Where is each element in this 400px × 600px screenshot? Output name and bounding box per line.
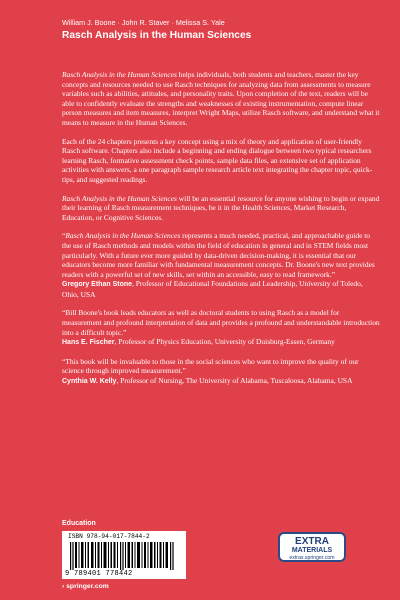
book-title: Rasch Analysis in the Human Sciences (62, 30, 252, 41)
badge-line-2: MATERIALS (291, 547, 333, 554)
barcode-bars (70, 542, 178, 570)
isbn-digits: 9 789401 778442 (65, 570, 133, 578)
endorsement-2-attribution (62, 337, 380, 348)
blurb (62, 70, 380, 396)
website-link[interactable]: › springer.com (62, 583, 109, 590)
paragraph-3 (62, 194, 380, 223)
endorsement-1-body: represents a much needed, practical, and approachable guide to the use of Rasch methods and models within the field of education in general and in STEM fields most particularly. With a future ever more guided by data-driven decision-making, it is essential that our educators become more familiar with fundamental measurement concepts. Dr. Boone's new text provides readers with a powerful set of new skills, set within an accessible, easy to read framework.” (62, 231, 375, 279)
endorser-affiliation: , Professor of Physics Education, University of Duisburg-Essen, Germany (114, 337, 335, 347)
endorsement-3 (62, 357, 380, 387)
paragraph-1 (62, 70, 380, 128)
paragraph-3-title: Rasch Analysis in the Human Sciences (62, 193, 177, 203)
endorser-name: Cynthia W. Kelly (62, 378, 117, 386)
endorser-affiliation: , Professor of Nursing, The University of Alabama, Tuscaloosa, Alabama, USA (116, 376, 353, 386)
isbn-label: ISBN 978-94-017-7844-2 (68, 533, 150, 540)
endorsement-3-text: “This book will be invaluable to those in the social sciences who want to improve the quality of our science through improved measurement.” (62, 356, 359, 376)
endorsement-1-title: Rasch Analysis in the Human Sciences (65, 231, 181, 241)
extra-materials-badge (278, 532, 346, 562)
endorser-affiliation: , Professor of Educational Foundations and Leadership, University of Toledo, Ohio, USA (62, 279, 363, 299)
endorsement-1-attribution (62, 279, 380, 299)
paragraph-3-text: will be an essential resource for anyone wishing to begin or expand their learning of Rasch measurement techniques, be it in the Health Sciences, Market Research, Education, or Cognitive Sciences. (62, 193, 380, 222)
quote-mark: “ (62, 231, 66, 241)
endorsement-2-text: “Bill Boone's book leads educators as well as doctoral students to using Rasch as a model for measurement and profound interpretation of data and provides a profound and understandable introduction into a difficult topic.” (62, 308, 380, 337)
endorsement-1-text (62, 231, 380, 279)
category-label: Education (62, 520, 96, 527)
endorsement-2 (62, 308, 380, 347)
header (62, 18, 380, 41)
endorsement-1 (62, 231, 380, 299)
endorser-name: Hans E. Fischer (62, 339, 115, 347)
badge-line-3: extras.springer.com (289, 555, 335, 561)
badge-line-1: EXTRA (295, 536, 329, 547)
paragraph-1-text: helps individuals, both students and teachers, master the key concepts and resources needed to use Rasch techniques for analyzing data from assessments to measure variables such as abilities, attitudes, and personality traits. Upon completion of the text, readers will be able to confidently evaluate the strengths and weaknesses of existing instrumentation, compute linear person measures and item measures, interpret Wright Maps, utilize Rasch software, and understand what it means to measure in the Human Sciences. (62, 70, 380, 127)
paragraph-2: Each of the 24 chapters presents a key concept using a mix of theory and application of user-friendly Rasch software. Chapters also include a beginning and ending dialogue between two typical researchers learning Rasch, formative assessment check points, sample data files, an extensive set of application activities with answers, a one paragraph sample research article text integrating the chapter topic, quick-tips, and suggested readings. (62, 136, 373, 184)
barcode (62, 531, 186, 579)
endorser-name: Gregory Ethan Stone (62, 281, 133, 289)
footer (62, 520, 186, 590)
paragraph-1-title: Rasch Analysis in the Human Sciences (62, 70, 177, 79)
authors: William J. Boone · John R. Staver · Melissa S. Yale (62, 18, 225, 27)
endorsement-3-attribution (62, 376, 380, 387)
